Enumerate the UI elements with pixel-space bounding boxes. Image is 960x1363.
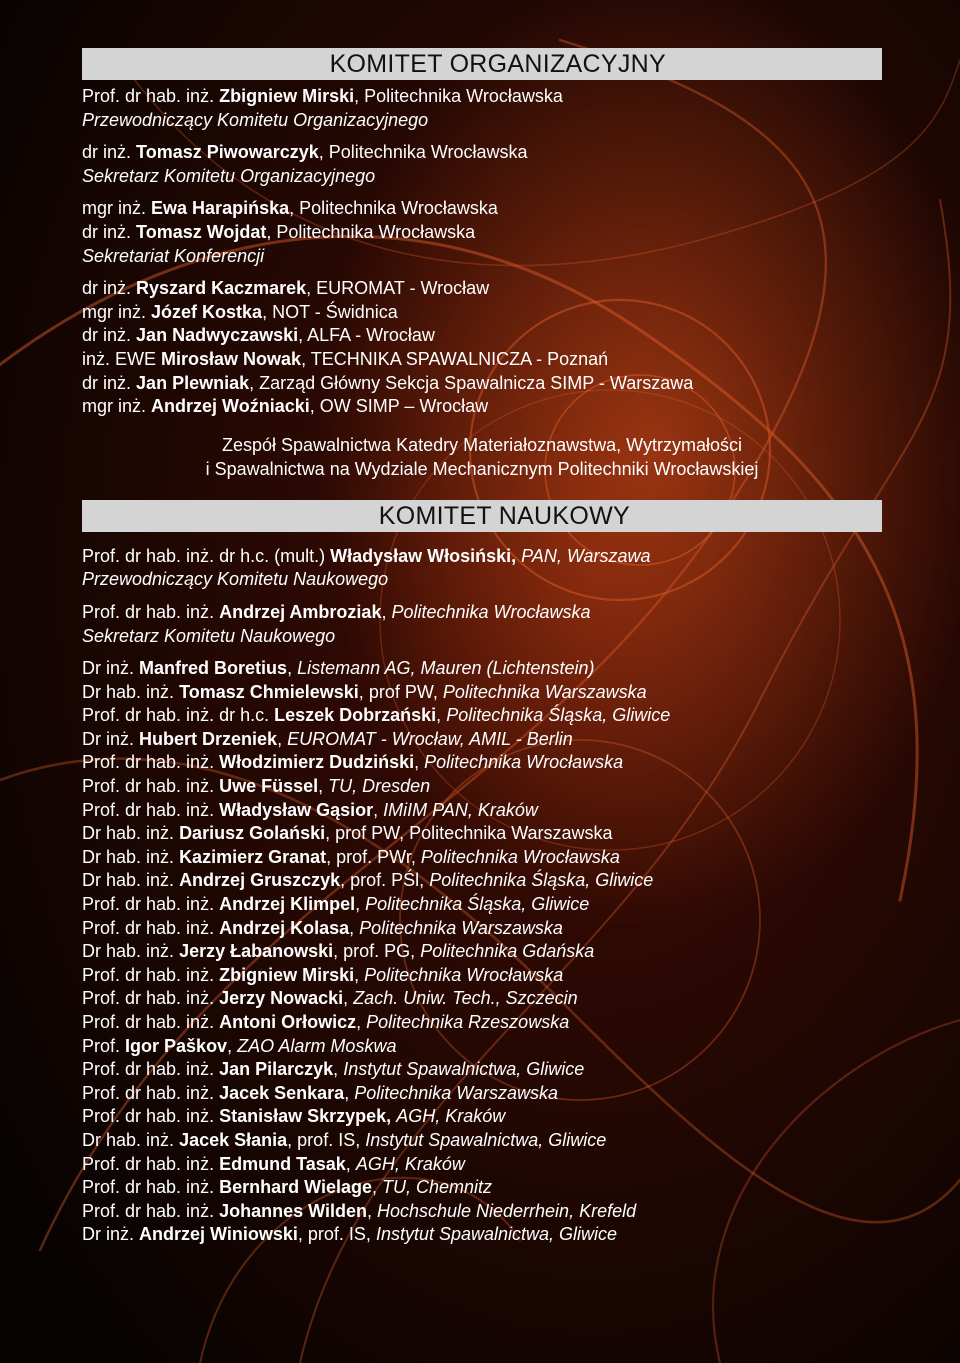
- member-name: Andrzej Winiowski: [139, 1224, 298, 1245]
- member-name: Mirosław Nowak: [161, 348, 302, 369]
- member-title: Prof. dr hab. inż.: [82, 799, 215, 820]
- member-entry: [82, 324, 882, 348]
- member-name: Ryszard Kaczmarek: [136, 278, 307, 299]
- member-affiliation: Politechnika Rzeszowska: [366, 1012, 570, 1032]
- member-affiliation: Politechnika Warszawska: [442, 681, 647, 702]
- member-affiliation: ZAO Alarm Moskwa: [237, 1035, 397, 1056]
- member-entry: Dr hab. inż. Jerzy Łabanowski, prof. PG, Politechnika Gdańska: [82, 941, 595, 962]
- member-name: Andrzej Klimpel: [219, 894, 356, 915]
- member-entry: [82, 221, 882, 245]
- member-entry: Prof. dr hab. inż. Antoni Orłowicz, Politechnika Rzeszowska: [82, 1012, 570, 1032]
- member-title: inż. EWE: [82, 348, 157, 369]
- member-name: Włodzimierz Dudziński: [219, 752, 415, 773]
- member-affiliation: AGH, Kraków: [355, 1153, 465, 1174]
- member-affiliation: Politechnika Wrocławska: [420, 846, 620, 867]
- member-affiliation: Politechnika Wrocławska: [364, 964, 564, 985]
- member-name: Andrzej Kolasa: [219, 917, 350, 938]
- member-name: Leszek Dobrzański: [274, 705, 437, 726]
- member-role: [82, 109, 882, 133]
- member-affiliation: TU, Chemnitz: [382, 1177, 493, 1198]
- member-affiliation: Politechnika Warszawska: [359, 917, 563, 938]
- role-text: Sekretarz Komitetu Naukowego: [82, 625, 336, 646]
- member-title: dr inż.: [82, 142, 132, 163]
- member-entry: Prof. dr hab. inż. Uwe Füssel, TU, Dresden: [82, 776, 431, 797]
- member-name: Ewa Harapińska: [151, 198, 290, 219]
- member-entry: Dr hab. inż. Kazimierz Granat, prof. PWr, Politechnika Wrocławska: [82, 846, 620, 867]
- member-title: mgr inż.: [82, 396, 147, 417]
- member-title: Dr hab. inż.: [82, 681, 175, 702]
- group-spacer: [82, 648, 882, 657]
- member-title: Dr hab. inż.: [82, 941, 175, 962]
- member-title: Prof. dr hab. inż.: [82, 894, 215, 915]
- member-name: Jacek Słania: [179, 1129, 288, 1150]
- member-name: Jan Nadwyczawski: [136, 325, 299, 346]
- member-entry: [82, 301, 882, 325]
- member-name: Andrzej Gruszczyk: [179, 870, 341, 891]
- member-title: Prof. dr hab. inż.: [82, 1059, 215, 1080]
- member-affiliation: EUROMAT - Wrocław, AMIL - Berlin: [287, 728, 573, 749]
- member-entry: Prof. dr hab. inż. Włodzimierz Dudziński, Politechnika Wrocławska: [82, 752, 624, 773]
- member-role: [82, 568, 882, 592]
- member-entry: Prof. dr hab. inż. Johannes Wilden, Hochschule Niederrhein, Krefeld: [82, 1200, 637, 1221]
- organizing-committee-heading: KOMITET ORGANIZACYJNY: [82, 48, 882, 80]
- member-affiliation: , TECHNIKA SPAWALNICZA - Poznań: [301, 348, 609, 369]
- member-entry: [82, 277, 882, 301]
- group-spacer: [82, 268, 882, 277]
- member-entry: [82, 141, 882, 165]
- member-affiliation: , EUROMAT - Wrocław: [306, 278, 490, 299]
- member-title: Prof. dr hab. inż. dr h.c.: [82, 705, 270, 726]
- group-spacer: [82, 188, 882, 197]
- member-role: [82, 625, 882, 649]
- team-description: [82, 433, 882, 481]
- member-affiliation: TU, Dresden: [328, 776, 431, 797]
- member-name: Uwe Füssel: [219, 776, 319, 797]
- group-spacer: [82, 592, 882, 601]
- member-title: Prof. dr hab. inż.: [82, 1012, 215, 1032]
- member-entry: Prof. dr hab. inż. Bernhard Wielage, TU, Chemnitz: [82, 1177, 493, 1198]
- member-name: Bernhard Wielage: [219, 1177, 372, 1198]
- member-position: prof. PG,: [343, 941, 416, 962]
- member-title: mgr inż.: [82, 198, 147, 219]
- member-name: Jacek Senkara: [219, 1082, 345, 1103]
- member-title: Prof. dr hab. inż.: [82, 601, 215, 622]
- member-affiliation: Zach. Uniw. Tech., Szczecin: [353, 988, 578, 1009]
- member-entry: [82, 372, 882, 396]
- member-title: Prof. dr hab. inż. dr h.c. (mult.): [82, 545, 326, 566]
- member-title: dr inż.: [82, 278, 132, 299]
- member-title: Prof. dr hab. inż.: [82, 1106, 215, 1127]
- member-title: Prof. dr hab. inż.: [82, 1177, 215, 1198]
- member-name: Hubert Drzeniek: [139, 728, 278, 749]
- member-entry: Prof. dr hab. inż. Jan Pilarczyk, Instytut Spawalnictwa, Gliwice: [82, 1059, 585, 1080]
- member-affiliation: Politechnika Śląska, Gliwice: [429, 870, 654, 891]
- member-affiliation: AGH, Kraków: [396, 1106, 506, 1127]
- member-title: dr inż.: [82, 325, 132, 346]
- member-name: Dariusz Golański: [179, 823, 326, 844]
- member-name: Johannes Wilden: [219, 1200, 367, 1221]
- team-line: Zespół Spawalnictwa Katedry Materiałoznawstwa, Wytrzymałości: [221, 434, 743, 455]
- member-affiliation: , ALFA - Wrocław: [298, 325, 435, 346]
- scientific-committee-heading: KOMITET NAUKOWY: [82, 500, 882, 532]
- member-name: Tomasz Wojdat: [136, 221, 267, 242]
- member-title: Prof. dr hab. inż.: [82, 1153, 215, 1174]
- member-affiliation: Politechnika Warszawska: [354, 1082, 558, 1103]
- member-title: Dr inż.: [82, 728, 135, 749]
- member-entry: Prof. dr hab. inż. Jacek Senkara, Politechnika Warszawska: [82, 1082, 558, 1103]
- member-name: Jerzy Nowacki: [219, 988, 344, 1009]
- member-name: Zbigniew Mirski: [219, 964, 355, 985]
- member-affiliation: Instytut Spawalnictwa, Gliwice: [375, 1224, 618, 1245]
- member-affiliation: Politechnika Wrocławska: [391, 601, 591, 622]
- member-title: Dr hab. inż.: [82, 1129, 175, 1150]
- member-entry: [82, 395, 882, 419]
- member-affiliation: , Politechnika Wrocławska: [318, 142, 528, 163]
- role-text: Sekretarz Komitetu Organizacyjnego: [82, 165, 376, 186]
- member-entry: Prof. dr hab. inż. dr h.c. Leszek Dobrzański, Politechnika Śląska, Gliwice: [82, 705, 671, 726]
- member-affiliation: , Zarząd Główny Sekcja Spawalnicza SIMP - Warszawa: [249, 372, 694, 393]
- member-entry: Dr inż. Andrzej Winiowski, prof. IS, Instytut Spawalnictwa, Gliwice: [82, 1224, 618, 1245]
- member-entry: Prof. dr hab. inż. Andrzej Ambroziak, Politechnika Wrocławska: [82, 601, 591, 622]
- member-title: Prof. dr hab. inż.: [82, 964, 215, 985]
- member-position: prof. PŚl,: [350, 870, 425, 891]
- member-title: Prof. dr hab. inż.: [82, 917, 215, 938]
- member-title: Prof. dr hab. inż.: [82, 1200, 215, 1221]
- member-name: Manfred Boretius: [139, 658, 288, 679]
- member-affiliation: Listemann AG, Mauren (Lichtenstein): [297, 658, 595, 679]
- content-column: [82, 48, 882, 1247]
- member-name: Jan Pilarczyk: [219, 1059, 334, 1080]
- member-entry: [82, 545, 882, 569]
- member-entry: Prof. dr hab. inż. Władysław Gąsior, IMiIM PAN, Kraków: [82, 799, 538, 820]
- scientific-committee-list: [82, 545, 882, 1247]
- member-title: Dr hab. inż.: [82, 846, 175, 867]
- member-title: Dr hab. inż.: [82, 870, 175, 891]
- member-entry: Dr hab. inż. Dariusz Golański, prof PW, Politechnika Warszawska: [82, 823, 613, 844]
- member-name: Kazimierz Granat: [179, 846, 327, 867]
- member-affiliation: , Politechnika Wrocławska: [266, 221, 476, 242]
- member-affiliation: Politechnika Wrocławska: [424, 752, 624, 773]
- member-title: mgr inż.: [82, 301, 147, 322]
- member-name: Zbigniew Mirski: [219, 86, 355, 106]
- member-entry: Prof. dr hab. inż. Andrzej Kolasa, Politechnika Warszawska: [82, 917, 563, 938]
- member-title: Prof. dr hab. inż.: [82, 1082, 215, 1103]
- member-name: Andrzej Ambroziak: [219, 601, 382, 622]
- member-name: Stanisław Skrzypek,: [219, 1106, 392, 1127]
- member-affiliation: prof PW, Politechnika Warszawska: [335, 823, 613, 844]
- member-entry: Dr hab. inż. Tomasz Chmielewski, prof PW, Politechnika Warszawska: [82, 681, 647, 702]
- member-name: Władysław Gąsior: [219, 799, 374, 820]
- member-title: Dr inż.: [82, 1224, 135, 1245]
- member-affiliation: , OW SIMP – Wrocław: [309, 396, 489, 417]
- member-affiliation: Instytut Spawalnictwa, Gliwice: [365, 1129, 607, 1150]
- member-name: Tomasz Piwowarczyk: [136, 142, 319, 163]
- member-position: prof PW,: [368, 681, 438, 702]
- member-entry: [82, 197, 882, 221]
- member-title: dr inż.: [82, 221, 132, 242]
- member-entry: Prof. dr hab. inż. Jerzy Nowacki, Zach. Uniw. Tech., Szczecin: [82, 988, 578, 1009]
- member-title: Prof. dr hab. inż.: [82, 86, 215, 106]
- member-name: Tomasz Chmielewski: [179, 681, 359, 702]
- member-entry: Dr hab. inż. Andrzej Gruszczyk, prof. PŚl, Politechnika Śląska, Gliwice: [82, 870, 654, 891]
- member-affiliation: Hochschule Niederrhein, Krefeld: [376, 1200, 637, 1221]
- member-position: prof. PWr,: [336, 846, 416, 867]
- member-role: [82, 165, 882, 189]
- member-entry: Dr inż. Manfred Boretius, Listemann AG, Mauren (Lichtenstein): [82, 658, 595, 679]
- member-entry: Dr inż. Hubert Drzeniek, EUROMAT - Wrocław, AMIL - Berlin: [82, 728, 573, 749]
- team-line: i Spawalnictwa na Wydziale Mechanicznym Politechniki Wrocławskiej: [205, 458, 759, 479]
- member-affiliation: Politechnika Śląska, Gliwice: [365, 894, 590, 915]
- member-entry: Prof. dr hab. inż. Zbigniew Mirski, Politechnika Wrocławska: [82, 964, 564, 985]
- organizing-committee-list: [82, 85, 882, 419]
- member-name: Jan Plewniak: [136, 372, 250, 393]
- member-affiliation: PAN, Warszawa: [521, 545, 651, 566]
- role-text: Sekretariat Konferencji: [82, 245, 265, 266]
- member-affiliation: Politechnika Śląska, Gliwice: [446, 705, 671, 726]
- member-title: Prof. dr hab. inż.: [82, 776, 215, 797]
- member-title: Dr inż.: [82, 658, 135, 679]
- member-entry: [82, 348, 882, 372]
- role-text: Przewodniczący Komitetu Naukowego: [82, 569, 389, 590]
- member-position: prof. IS,: [297, 1129, 361, 1150]
- member-name: Edmund Tasak: [219, 1153, 346, 1174]
- member-entry: Prof. dr hab. inż. Andrzej Klimpel, Politechnika Śląska, Gliwice: [82, 894, 590, 915]
- member-title: Prof. dr hab. inż.: [82, 988, 215, 1009]
- member-entry: Prof. Igor Paškov, ZAO Alarm Moskwa: [82, 1035, 397, 1056]
- member-title: Prof. dr hab. inż.: [82, 752, 215, 773]
- member-title: Dr hab. inż.: [82, 823, 175, 844]
- group-spacer: [82, 132, 882, 141]
- member-affiliation: , NOT - Świdnica: [262, 301, 398, 322]
- member-entry: [82, 85, 882, 109]
- member-title: dr inż.: [82, 372, 132, 393]
- member-entry: [82, 1105, 882, 1129]
- member-name: Antoni Orłowicz: [219, 1012, 357, 1032]
- member-name: Władysław Włosiński,: [330, 545, 517, 566]
- member-name: Józef Kostka: [151, 301, 263, 322]
- member-entry: Prof. dr hab. inż. Edmund Tasak, AGH, Kraków: [82, 1153, 465, 1174]
- member-title: Prof.: [82, 1035, 121, 1056]
- member-affiliation: Instytut Spawalnictwa, Gliwice: [343, 1059, 585, 1080]
- member-entry: Dr hab. inż. Jacek Słania, prof. IS, Instytut Spawalnictwa, Gliwice: [82, 1129, 607, 1150]
- member-name: Igor Paškov: [125, 1035, 228, 1056]
- member-name: Jerzy Łabanowski: [179, 941, 334, 962]
- member-position: prof. IS,: [307, 1224, 371, 1245]
- member-name: Andrzej Woźniacki: [151, 396, 310, 417]
- member-affiliation: IMiIM PAN, Kraków: [383, 799, 538, 820]
- member-role: [82, 245, 882, 269]
- member-affiliation: , Politechnika Wrocławska: [289, 198, 498, 219]
- member-affiliation: Politechnika Gdańska: [420, 941, 595, 962]
- role-text: Przewodniczący Komitetu Organizacyjnego: [82, 109, 429, 130]
- member-affiliation: , Politechnika Wrocławska: [354, 86, 563, 106]
